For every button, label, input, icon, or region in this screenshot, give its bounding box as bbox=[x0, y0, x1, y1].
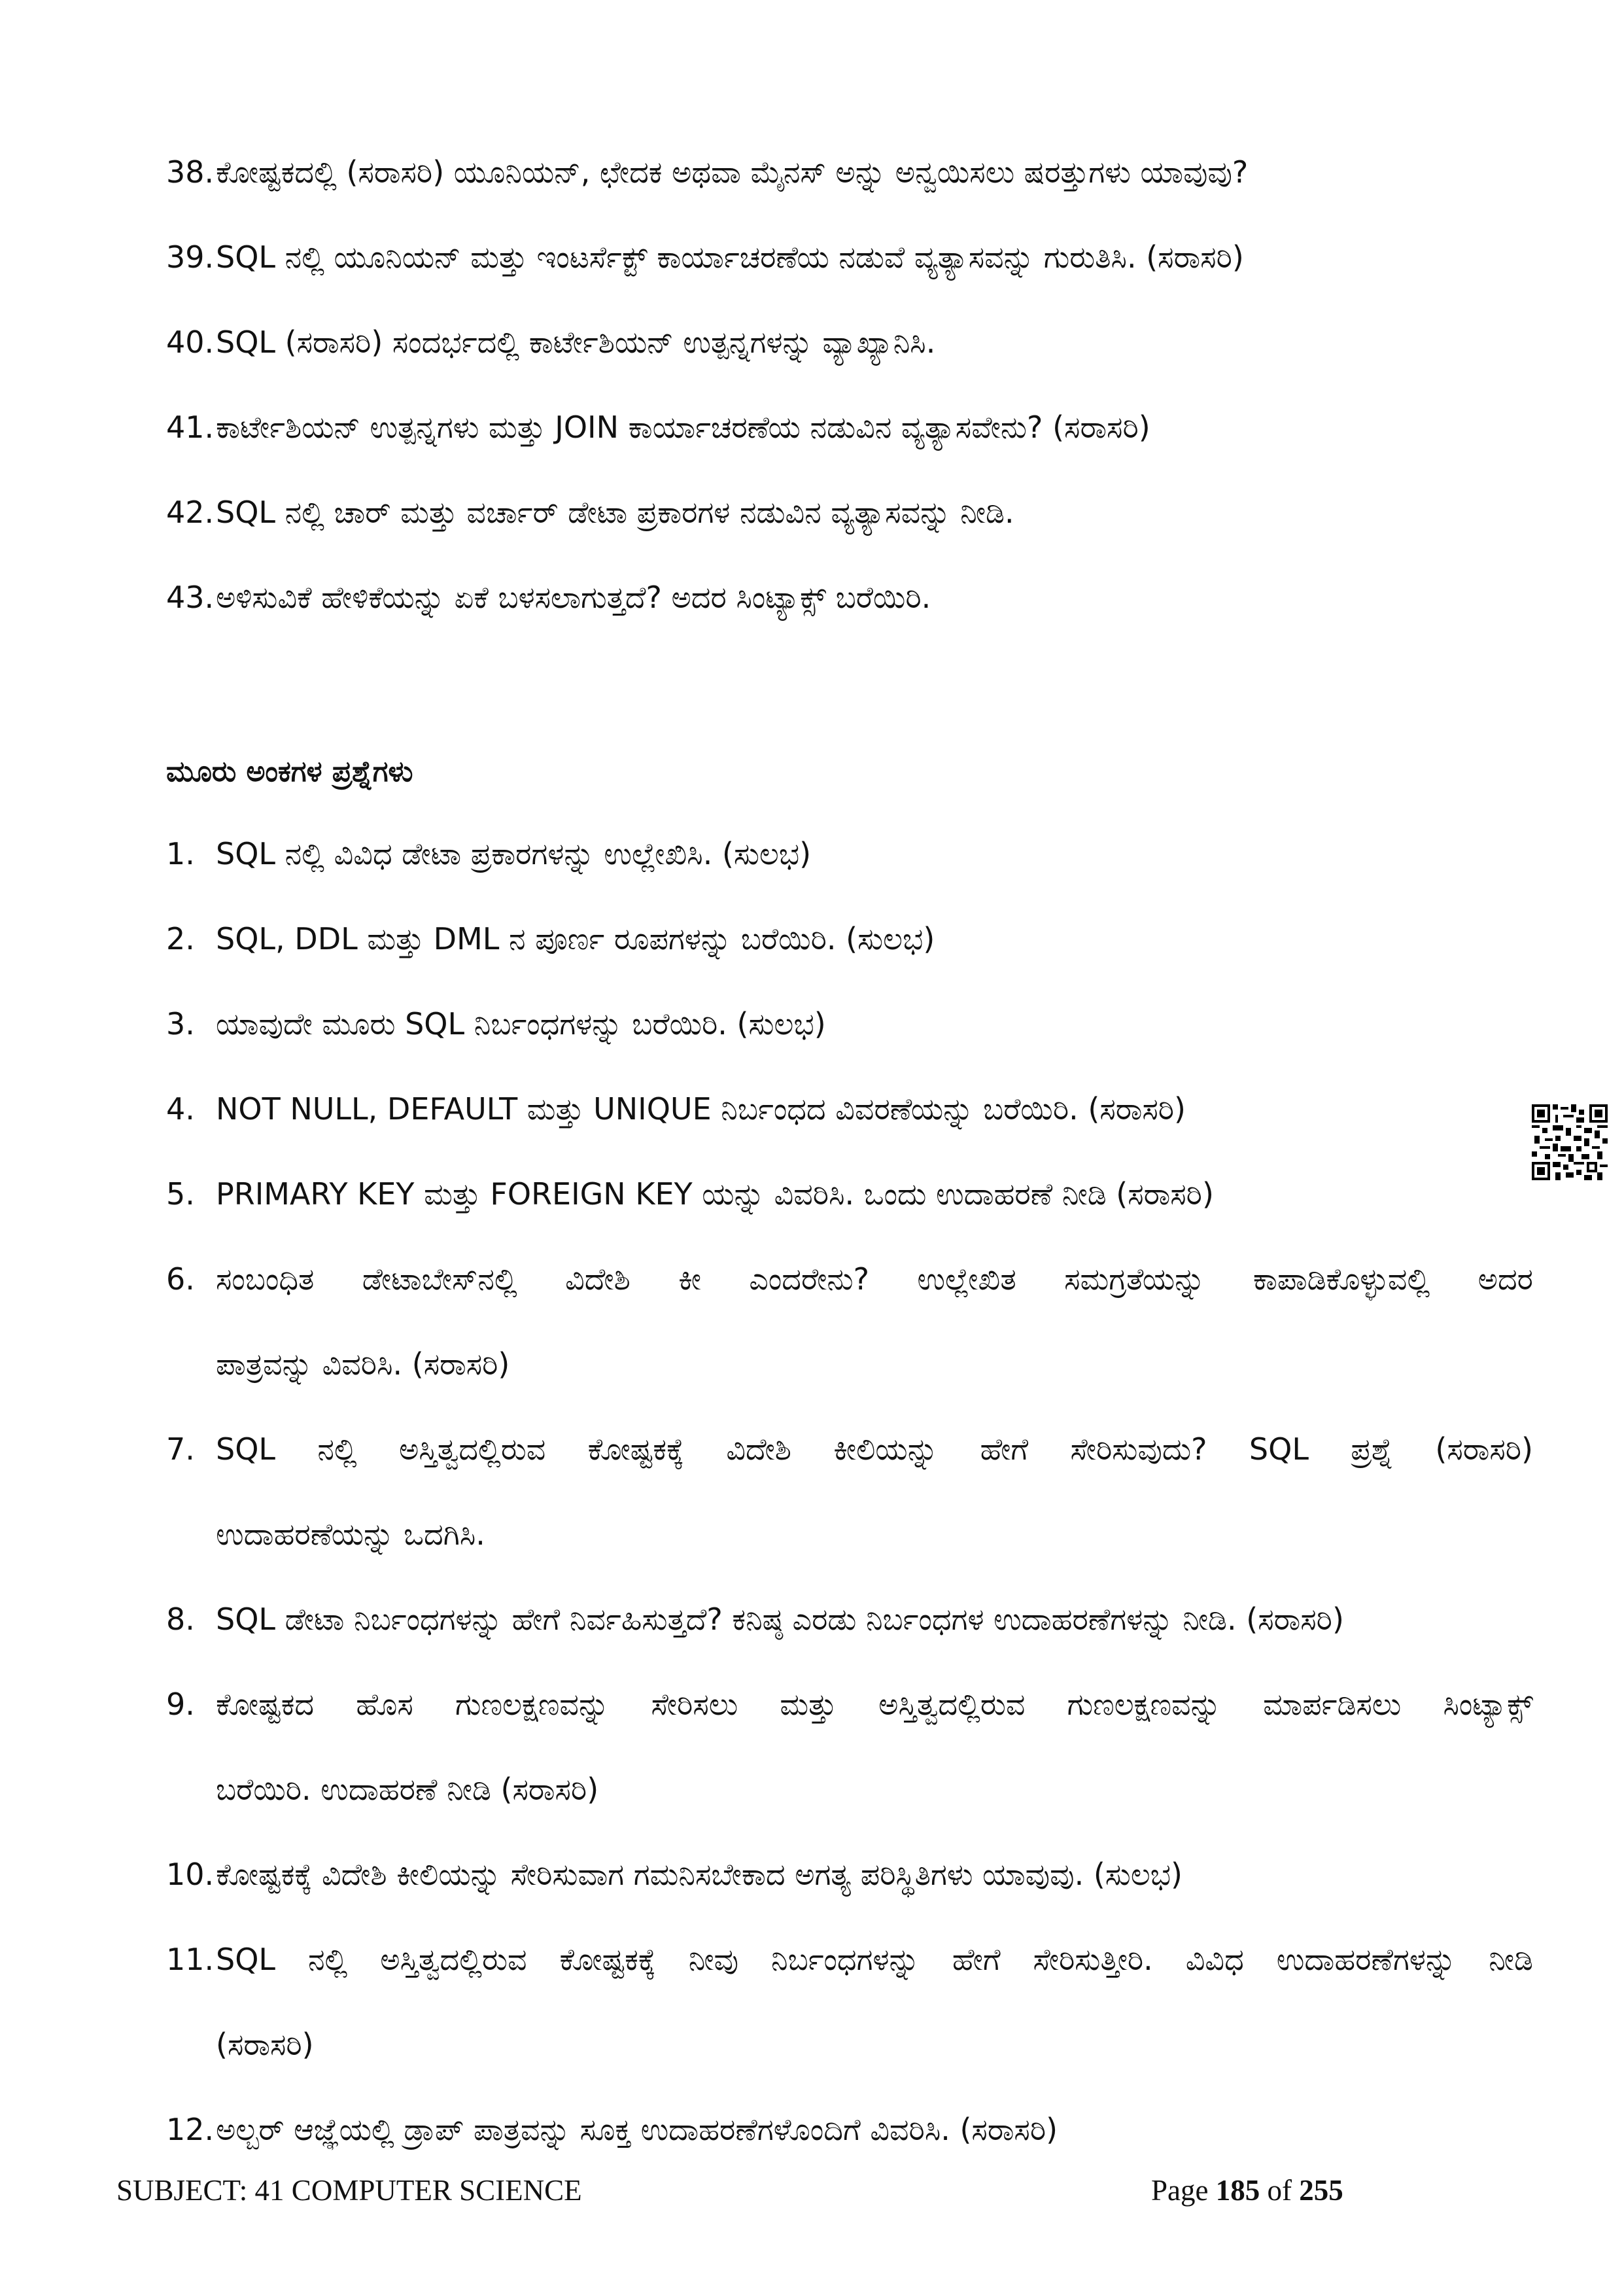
question-text-line1: ಕೋಷ್ಟಕದ ಹೊಸ ಗುಣಲಕ್ಷಣವನ್ನು ಸೇರಿಸಲು ಮತ್ತು ಅಸ್ತಿತ್ವದಲ್ಲಿರುವ ಗುಣಲಕ್ಷಣವನ್ನು ಮಾರ್ಪಡಿಸಲು ಸಿಂಟ್ಯಾಕ್ಸ್ bbox=[216, 1687, 1533, 1722]
question-11 bbox=[166, 1917, 1533, 2087]
question-40 bbox=[166, 300, 1533, 385]
page-total: 255 bbox=[1299, 2174, 1343, 2207]
page-label: Page bbox=[1151, 2174, 1209, 2207]
question-text-line1: SQL ನಲ್ಲಿ ಅಸ್ತಿತ್ವದಲ್ಲಿರುವ ಕೋಷ್ಟಕಕ್ಕೆ ನೀವು ನಿರ್ಬಂಧಗಳನ್ನು ಹೇಗೆ ಸೇರಿಸುತ್ತೀರಿ. ವಿವಿಧ ಉದಾಹರಣೆಗಳನ್ನು ನೀಡಿ bbox=[216, 1942, 1533, 1977]
question-number: 7. bbox=[166, 1431, 195, 1467]
question-number: 12. bbox=[166, 2112, 215, 2147]
question-text: SQL ನಲ್ಲಿ ಚಾರ್ ಮತ್ತು ವರ್ಚಾರ್ ಡೇಟಾ ಪ್ರಕಾರಗಳ ನಡುವಿನ ವ್ಯತ್ಯಾಸವನ್ನು ನೀಡಿ. bbox=[216, 495, 1014, 530]
question-number: 1. bbox=[166, 836, 195, 871]
question-number: 2. bbox=[166, 921, 195, 956]
question-number: 40. bbox=[166, 324, 215, 360]
question-42 bbox=[166, 470, 1533, 555]
question-1 bbox=[166, 811, 1533, 896]
question-number: 11. bbox=[166, 1942, 215, 1977]
question-text: ಕೋಷ್ಟಕದಲ್ಲಿ (ಸರಾಸರಿ) ಯೂನಿಯನ್, ಛೇದಕ ಅಥವಾ ಮೈನಸ್ ಅನ್ನು ಅನ್ವಯಿಸಲು ಷರತ್ತುಗಳು ಯಾವುವು? bbox=[216, 154, 1249, 190]
question-text: SQL ನಲ್ಲಿ ವಿವಿಧ ಡೇಟಾ ಪ್ರಕಾರಗಳನ್ನು ಉಲ್ಲೇಖಿಸಿ. (ಸುಲಭ) bbox=[216, 836, 812, 871]
question-7 bbox=[166, 1407, 1533, 1577]
question-text-line2: (ಸರಾಸರಿ) bbox=[216, 2027, 314, 2062]
question-text-line2: ಉದಾಹರಣೆಯನ್ನು ಒದಗಿಸಿ. bbox=[216, 1516, 485, 1552]
question-41 bbox=[166, 385, 1533, 470]
section-heading: ಮೂರು ಅಂಕಗಳ ಪ್ರಶ್ನೆಗಳು bbox=[166, 755, 413, 788]
of-label: of bbox=[1267, 2174, 1292, 2207]
question-43 bbox=[166, 555, 1533, 640]
question-text-line2: ಪಾತ್ರವನ್ನು ವಿವರಿಸಿ. (ಸರಾಸರಿ) bbox=[216, 1346, 510, 1382]
question-number: 38. bbox=[166, 154, 215, 190]
question-number: 41. bbox=[166, 410, 215, 445]
question-6 bbox=[166, 1236, 1533, 1407]
question-number: 9. bbox=[166, 1687, 195, 1722]
question-text: ಕಾರ್ಟೇಶಿಯನ್ ಉತ್ಪನ್ನಗಳು ಮತ್ತು JOIN ಕಾರ್ಯಾಚರಣೆಯ ನಡುವಿನ ವ್ಯತ್ಯಾಸವೇನು? (ಸರಾಸರಿ) bbox=[216, 410, 1150, 445]
question-number: 6. bbox=[166, 1261, 195, 1297]
question-text: ಅಳಿಸುವಿಕೆ ಹೇಳಿಕೆಯನ್ನು ಏಕೆ ಬಳಸಲಾಗುತ್ತದೆ? ಅದರ ಸಿಂಟ್ಯಾಕ್ಸ್ ಬರೆಯಿರಿ. bbox=[216, 580, 931, 615]
question-10 bbox=[166, 1832, 1533, 1917]
question-12 bbox=[166, 2087, 1533, 2172]
question-number: 43. bbox=[166, 580, 215, 615]
qr-code-icon bbox=[1532, 1104, 1608, 1180]
question-3 bbox=[166, 981, 1533, 1066]
question-4 bbox=[166, 1066, 1533, 1151]
question-text: SQL ಡೇಟಾ ನಿರ್ಬಂಧಗಳನ್ನು ಹೇಗೆ ನಿರ್ವಹಿಸುತ್ತದೆ? ಕನಿಷ್ಠ ಎರಡು ನಿರ್ಬಂಧಗಳ ಉದಾಹರಣೆಗಳನ್ನು ನೀಡಿ. (ಸರಾಸರಿ) bbox=[216, 1602, 1344, 1637]
question-text-line1: SQL ನಲ್ಲಿ ಅಸ್ತಿತ್ವದಲ್ಲಿರುವ ಕೋಷ್ಟಕಕ್ಕೆ ವಿದೇಶಿ ಕೀಲಿಯನ್ನು ಹೇಗೆ ಸೇರಿಸುವುದು? SQL ಪ್ರಶ್ನೆ (ಸರಾಸರಿ) bbox=[216, 1431, 1533, 1467]
question-39 bbox=[166, 215, 1533, 300]
question-number: 5. bbox=[166, 1176, 195, 1212]
question-text: SQL (ಸರಾಸರಿ) ಸಂದರ್ಭದಲ್ಲಿ ಕಾರ್ಟೇಶಿಯನ್ ಉತ್ಪನ್ನಗಳನ್ನು ವ್ಯಾಖ್ಯಾನಿಸಿ. bbox=[216, 324, 936, 360]
question-number: 3. bbox=[166, 1006, 195, 1042]
question-number: 42. bbox=[166, 495, 215, 530]
question-text: ಕೋಷ್ಟಕಕ್ಕೆ ವಿದೇಶಿ ಕೀಲಿಯನ್ನು ಸೇರಿಸುವಾಗ ಗಮನಿಸಬೇಕಾದ ಅಗತ್ಯ ಪರಿಸ್ಥಿತಿಗಳು ಯಾವುವು. (ಸುಲಭ) bbox=[216, 1857, 1183, 1892]
question-text-line1: ಸಂಬಂಧಿತ ಡೇಟಾಬೇಸ್‌ನಲ್ಲಿ ವಿದೇಶಿ ಕೀ ಎಂದರೇನು? ಉಲ್ಲೇಖಿತ ಸಮಗ್ರತೆಯನ್ನು ಕಾಪಾಡಿಕೊಳ್ಳುವಲ್ಲಿ ಅದರ bbox=[216, 1261, 1533, 1297]
question-text: PRIMARY KEY ಮತ್ತು FOREIGN KEY ಯನ್ನು ವಿವರಿಸಿ. ಒಂದು ಉದಾಹರಣೆ ನೀಡಿ (ಸರಾಸರಿ) bbox=[216, 1176, 1214, 1212]
question-text: ಯಾವುದೇ ಮೂರು SQL ನಿರ್ಬಂಧಗಳನ್ನು ಬರೆಯಿರಿ. (ಸುಲಭ) bbox=[216, 1006, 826, 1042]
question-number: 8. bbox=[166, 1602, 195, 1637]
question-9 bbox=[166, 1662, 1533, 1832]
question-number: 4. bbox=[166, 1091, 195, 1127]
footer-page-indicator bbox=[1151, 2171, 1343, 2210]
question-2 bbox=[166, 896, 1533, 981]
question-38 bbox=[166, 130, 1533, 215]
question-number: 39. bbox=[166, 239, 215, 275]
question-text: ಅಲ್ಬರ್ ಆಜ್ಞೆಯಲ್ಲಿ ಡ್ರಾಪ್ ಪಾತ್ರವನ್ನು ಸೂಕ್ತ ಉದಾಹರಣೆಗಳೊಂದಿಗೆ ವಿವರಿಸಿ. (ಸರಾಸರಿ) bbox=[216, 2112, 1058, 2147]
question-5 bbox=[166, 1151, 1533, 1236]
question-text-line2: ಬರೆಯಿರಿ. ಉದಾಹರಣೆ ನೀಡಿ (ಸರಾಸರಿ) bbox=[216, 1772, 599, 1807]
question-text: SQL, DDL ಮತ್ತು DML ನ ಪೂರ್ಣ ರೂಪಗಳನ್ನು ಬರೆಯಿರಿ. (ಸುಲಭ) bbox=[216, 921, 935, 956]
question-text: NOT NULL, DEFAULT ಮತ್ತು UNIQUE ನಿರ್ಬಂಧದ ವಿವರಣೆಯನ್ನು ಬರೆಯಿರಿ. (ಸರಾಸರಿ) bbox=[216, 1091, 1186, 1127]
question-number: 10. bbox=[166, 1857, 215, 1892]
question-8 bbox=[166, 1577, 1533, 1662]
question-text: SQL ನಲ್ಲಿ ಯೂನಿಯನ್ ಮತ್ತು ಇಂಟರ್ಸೆಕ್ಟ್ ಕಾರ್ಯಾಚರಣೆಯ ನಡುವೆ ವ್ಯತ್ಯಾಸವನ್ನು ಗುರುತಿಸಿ. (ಸರಾಸರಿ) bbox=[216, 239, 1244, 275]
page-number: 185 bbox=[1215, 2174, 1260, 2207]
footer-subject: SUBJECT: 41 COMPUTER SCIENCE bbox=[116, 2174, 582, 2207]
